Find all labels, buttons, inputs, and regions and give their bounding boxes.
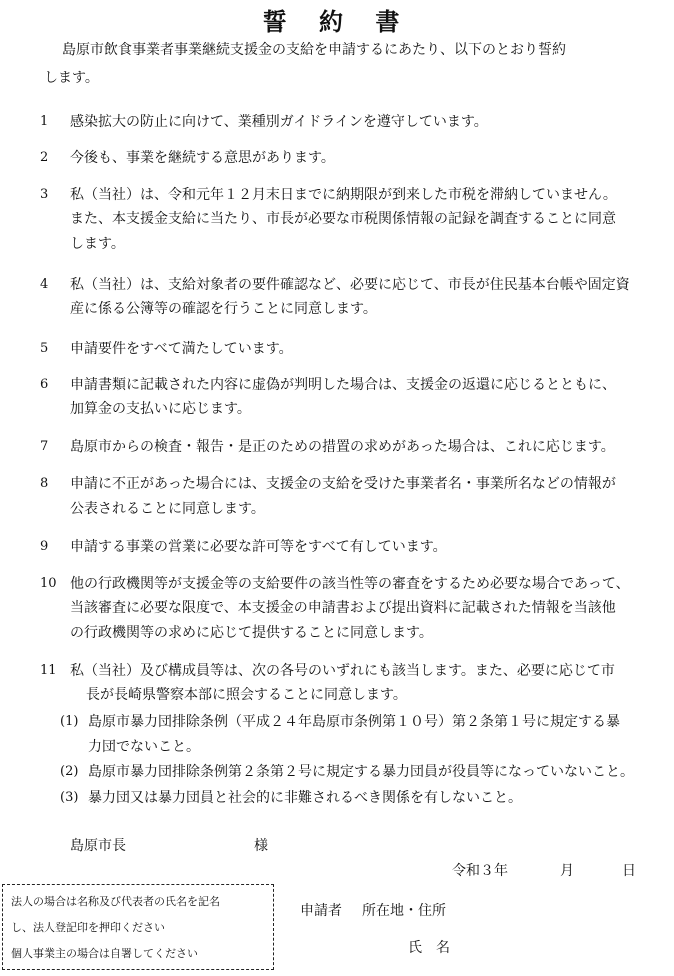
note-line-3: 個人事業主の場合は自署してください bbox=[11, 947, 198, 960]
item-text: 当該審査に必要な限度で、本支援金の申請書および提出資料に記載された情報を当該他 bbox=[70, 600, 616, 616]
applicant-name-label: 氏 名 bbox=[408, 940, 450, 956]
item-text: また、本支援金支給に当たり、市長が必要な市税関係情報の記録を調査することに同意 bbox=[70, 211, 616, 227]
note-box bbox=[2, 884, 274, 970]
date-month: 月 bbox=[560, 863, 574, 879]
item-number: 1 bbox=[40, 114, 49, 129]
intro-line-1: 島原市飲食事業者事業継続支援金の支給を申請するにあたり、以下のとおり誓約 bbox=[62, 42, 566, 58]
sub-item-text: 島原市暴力団排除条例（平成２４年島原市条例第１０号）第２条第１号に規定する暴 bbox=[88, 714, 620, 730]
sub-item-number: (1) bbox=[60, 714, 79, 729]
item-text: 島原市からの検査・報告・是正のための措置の求めがあった場合は、これに応じます。 bbox=[70, 439, 615, 455]
item-text: 他の行政機関等が支援金等の支給要件の該当性等の審査をするため必要な場合であって、 bbox=[70, 576, 630, 592]
document-title: 誓 約 書 bbox=[262, 7, 412, 36]
sub-item-text: 島原市暴力団排除条例第２条第２号に規定する暴力団員が役員等になっていないこと。 bbox=[88, 764, 634, 780]
addressee-suffix: 様 bbox=[254, 838, 268, 854]
date-year: 令和３年 bbox=[452, 863, 508, 879]
item-text: 私（当社）は、令和元年１２月末日までに納期限が到来した市税を滞納していません。 bbox=[70, 187, 617, 203]
item-text: の行政機関等の求めに応じて提供することに同意します。 bbox=[70, 625, 433, 641]
applicant-address-label: 所在地・住所 bbox=[362, 903, 446, 919]
addressee-name: 島原市長 bbox=[70, 838, 126, 854]
item-text: 今後も、事業を継続する意思があります。 bbox=[70, 150, 335, 166]
sub-item-text: 力団でないこと。 bbox=[88, 739, 200, 755]
item-text: 産に係る公簿等の確認を行うことに同意します。 bbox=[70, 301, 377, 317]
item-number: 3 bbox=[40, 187, 49, 202]
item-text: 私（当社）は、支給対象者の要件確認など、必要に応じて、市長が住民基本台帳や固定資 bbox=[70, 277, 630, 293]
note-line-2: し、法人登記印を押印ください bbox=[11, 921, 165, 934]
item-number: 9 bbox=[40, 539, 49, 554]
note-line-1: 法人の場合は名称及び代表者の氏名を記名 bbox=[11, 895, 220, 908]
item-number: 5 bbox=[40, 341, 49, 356]
applicant-label: 申請者 bbox=[300, 903, 342, 919]
intro-line-2: します。 bbox=[44, 70, 99, 86]
item-number: 2 bbox=[40, 150, 49, 165]
item-text: 公表されることに同意します。 bbox=[70, 501, 265, 517]
item-text: 申請書類に記載された内容に虚偽が判明した場合は、支援金の返還に応じるとともに、 bbox=[70, 377, 616, 393]
item-text: 加算金の支払いに応じます。 bbox=[70, 401, 251, 417]
sub-item-number: (3) bbox=[60, 790, 79, 805]
item-text: 申請する事業の営業に必要な許可等をすべて有しています。 bbox=[70, 539, 447, 555]
item-text: します。 bbox=[70, 236, 125, 252]
item-text: 私（当社）及び構成員等は、次の各号のいずれにも該当します。また、必要に応じて市 bbox=[70, 663, 615, 679]
item-number: 4 bbox=[40, 277, 49, 292]
date-day: 日 bbox=[622, 863, 636, 879]
item-text: 申請に不正があった場合には、支援金の支給を受けた事業者名・事業所名などの情報が bbox=[70, 476, 616, 492]
item-text: 申請要件をすべて満たしています。 bbox=[70, 341, 293, 357]
item-number: 8 bbox=[40, 476, 49, 491]
item-number: 10 bbox=[40, 576, 57, 591]
item-text: 感染拡大の防止に向けて、業種別ガイドラインを遵守しています。 bbox=[70, 114, 488, 130]
item-text: 長が長崎県警察本部に照会することに同意します。 bbox=[86, 687, 407, 703]
sub-item-text: 暴力団又は暴力団員と社会的に非難されるべき関係を有しないこと。 bbox=[88, 790, 522, 806]
item-number: 11 bbox=[40, 663, 57, 678]
item-number: 6 bbox=[40, 377, 49, 392]
sub-item-number: (2) bbox=[60, 764, 79, 779]
item-number: 7 bbox=[40, 439, 49, 454]
